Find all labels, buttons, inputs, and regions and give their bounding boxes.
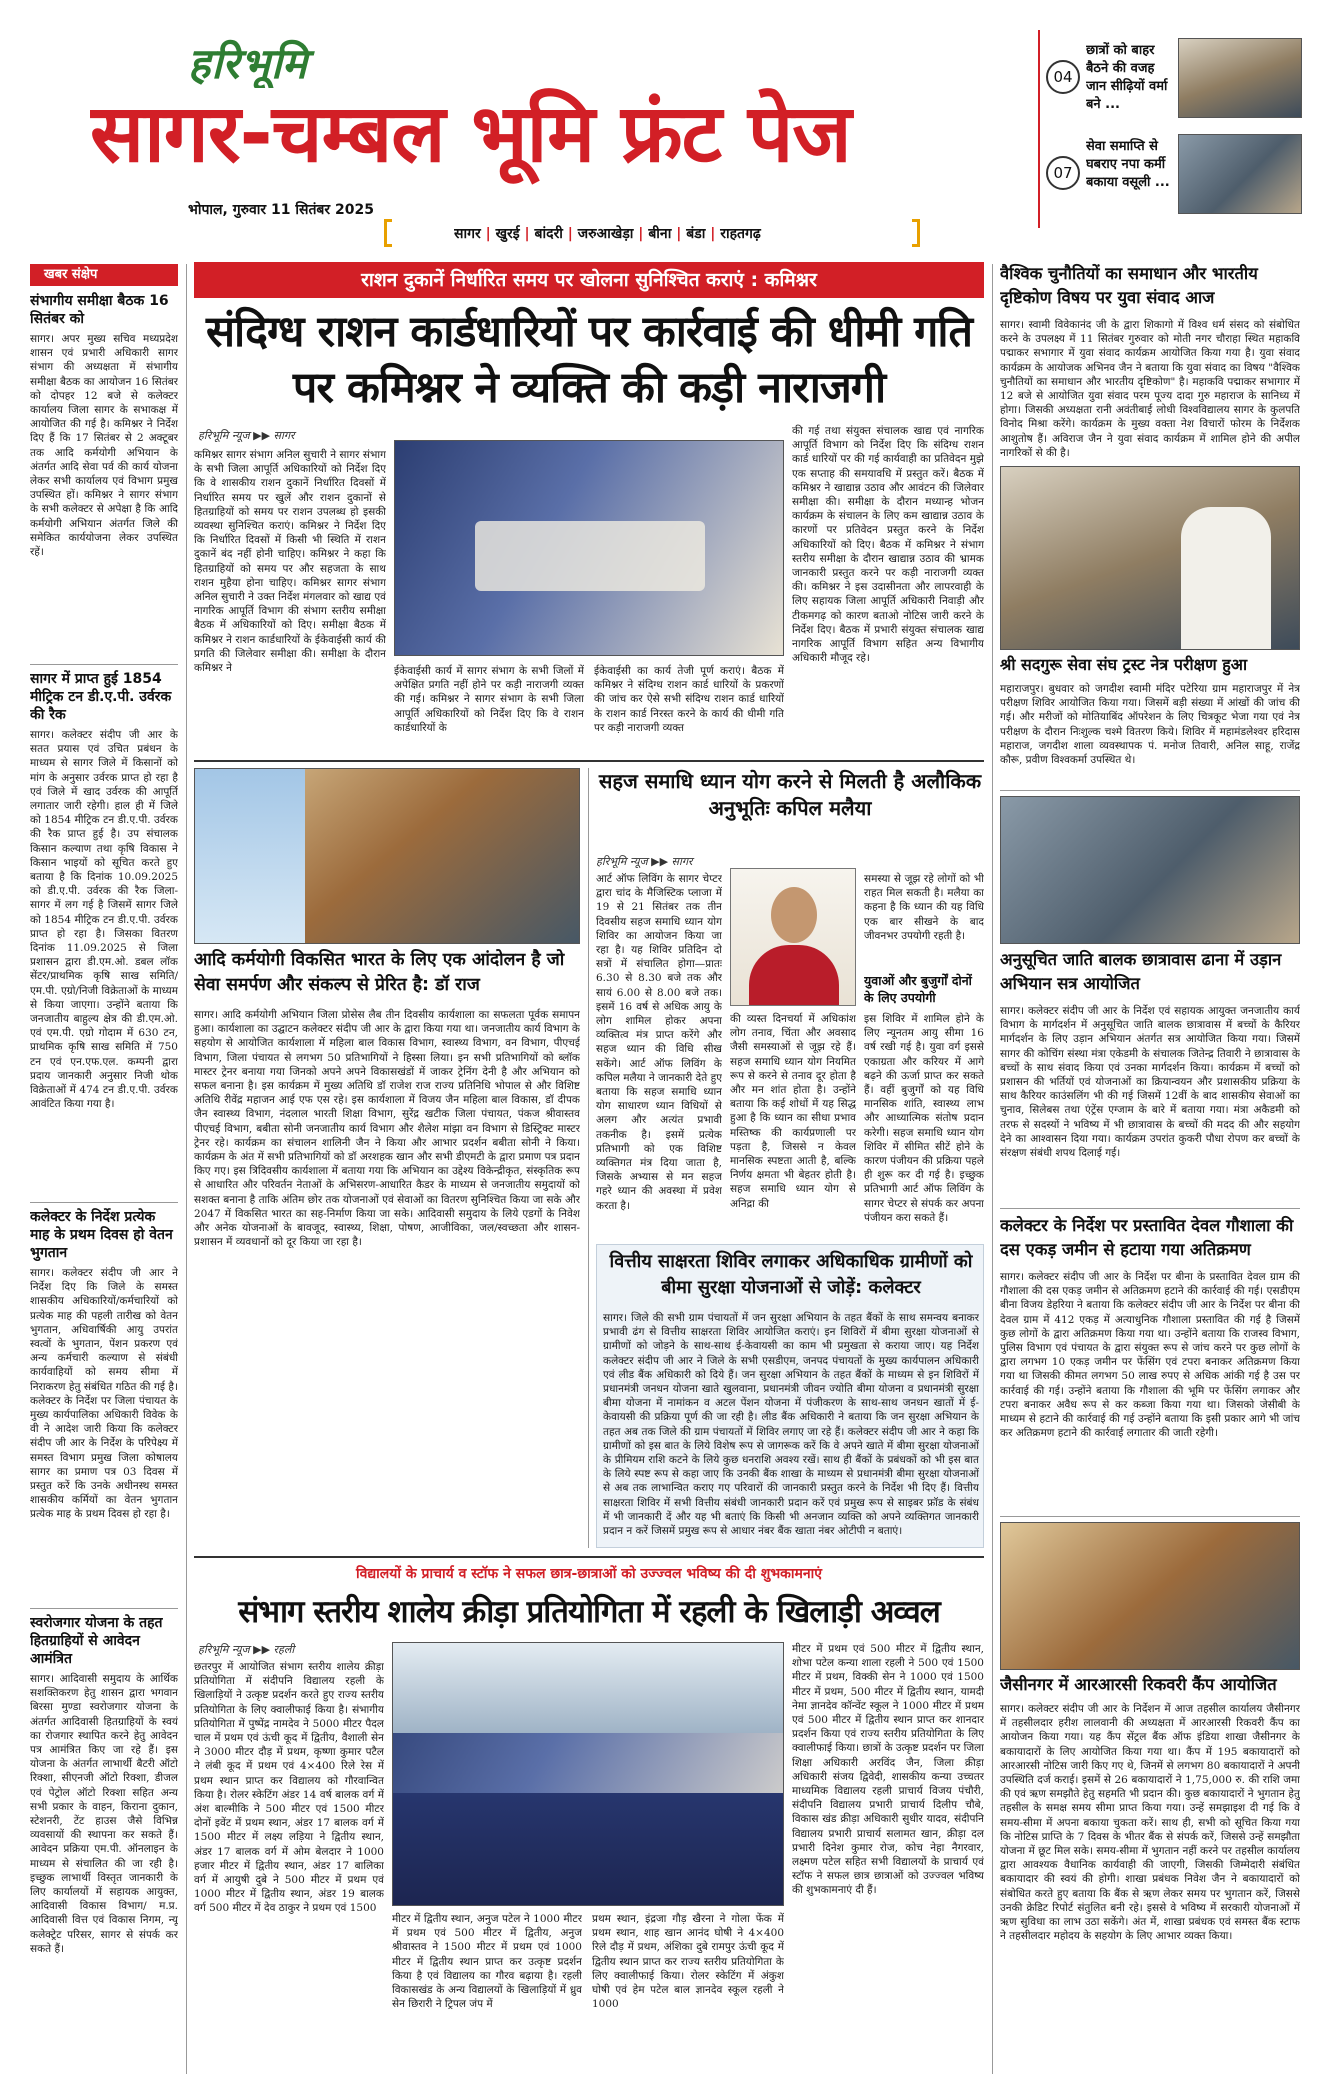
insurance-story <box>596 1244 984 1548</box>
sports-column-3: प्रथम स्थान, इंद्रजा गौड़ खैरना ने गोला फेंक में प्रथम स्थान, शाह खान आनंद घोषी ने 4×400 रिले दौड़ में प्रथम, अंशिका दुबे रामपुर ऊंची कूद में द्वितीय स्थान प्राप्त कर राज्य स्तरीय प्रतियोगिता के लिए क्वालीफाई किया। रोलर स्केटिंग में अंकुश घोषी एवं हेम पटेल बाल ज्ञानदेव स्कूल रहली ने 1000 <box>592 1913 784 2011</box>
sports-kicker: विद्यालयों के प्राचार्य व स्टॉफ ने सफल छात्र-छात्राओं को उज्ज्वल भविष्य की दी शुभकामनाएं <box>355 1566 823 1582</box>
brief-body: सागर। आदिवासी समुदाय के आर्थिक सशक्तिकरण हेतु शासन द्वारा भगवान बिरसा मुण्डा स्वरोजगार योजना के अंतर्गत आदिवासी हितग्राहियों के स्वयं का रोजगार स्थापित करने हेतु आवेदन पत्र आमंत्रित किए जा रहे हैं। इस योजना के अंतर्गत लाभार्थी बैटरी ऑटो रिक्शा, सीएनजी ऑटो रिक्शा, डीजल एवं पेट्रोल ऑटो रिक्शा सहित अन्य सभी प्रकार के वाहन, किराना दुकान, स्टेशनरी, टेंट हाउस जैसे विभिन्न व्यवसायों की स्थापना कर सकते हैं। आवेदन प्रक्रिया एम.पी. ऑनलाइन के माध्यम से संचालित की जा रही है। इच्छुक लाभार्थी विस्तृत जानकारी के लिए कार्यालयों में सहायक आयुक्त, आदिवासी विकास विभाग/ म.प्र. आदिवासी वित्त एवं विकास निगम, न्यू कलेक्ट्रेट परिसर, सागर से संपर्क कर सकते हैं। <box>30 1673 178 1955</box>
hostel-headline: अनुसूचित जाति बालक छात्रावास ढाना में उड़ान अभियान सत्र आयोजित <box>1000 950 1282 993</box>
lead-column-1: कमिश्नर सागर संभाग अनिल सुचारी ने सागर संभाग के सभी जिला आपूर्ति अधिकारियों को निर्देश दिए कि वे शासकीय राशन दुकानें निर्धारित दिवसों में निर्धारित समय पर खुलें और राशन दुकानों से हितग्राहियों को समय पर राशन उपलब्ध हो इसकी व्यवस्था सुनिश्चित कराएं। कमिश्नर ने निर्देश दिए कि निर्धारित दिवसों में किसी भी स्थिति में राशन दुकानें बंद नहीं होनी चाहिए। कमिश्नर ने कहा कि हितग्राहियों को समय पर और सहजता के साथ राशन मुहैया होना चाहिए। कमिश्नर सागर संभाग अनिल सुचारी ने उक्त निर्देश मंगलवार को खाद्य एवं नागरिक आपूर्ति विभाग की संभाग स्तरीय समीक्षा बैठक में अधिकारियों को दिए। समीक्षा बैठक में कमिश्नर ने राशन कार्डधारियों के ईकेवाईसी कार्य की प्रगति की जिलेवार समीक्षा की। समीक्षा के दौरान कमिश्नर ने <box>194 449 386 675</box>
karmayogi-headline: आदि कर्मयोगी विकसित भारत के लिए एक आंदोलन है जो सेवा समर्पण और संकल्प से प्रेरित है: डॉ राज <box>194 950 565 995</box>
right-column <box>1000 262 1300 2074</box>
city-link-banda[interactable]: बंडा <box>686 226 706 242</box>
lead-column-4: की गई तथा संयुक्त संचालक खाद्य एवं नागरिक आपूर्ति विभाग को निर्देश दिए कि संदिग्ध राशन कार्ड धारियों पर की गई कार्यवाही का प्रतिवेदन मुझे एक सप्ताह की समयावधि में प्रस्तुत करें। बैठक में कमिश्नर ने खाद्यान्न उठाव और आवंटन की जिलेवार समीक्षा की। समीक्षा के दौरान मध्यान्ह भोजन कार्यक्रम के संचालन के लिए कम खाद्यान्न उठाव के कारणों पर प्रतिवेदन प्रस्तुत करने के निर्देश अधिकारियों को दिए। बैठक में कमिश्नर ने संभाग स्तरीय समीक्षा के दौरान खाद्यान्न उठाव की भ्रामक जानकारी प्रस्तुत करने पर कड़ी नाराजगी व्यक्त की। कमिश्नर ने इस उदासीनता और लापरवाही के लिए सहायक जिला आपूर्ति अधिकारी निवाड़ी और टीकमगढ़ को कारण बताओ नोटिस जारी करने के निर्देश दिए। बैठक में प्रभारी संयुक्त संचालक खाद्य नागरिक आपूर्ति विभाग सहित अन्य विभागीय अधिकारी मौजूद रहे। <box>792 425 984 665</box>
teaser-item[interactable] <box>1046 134 1304 220</box>
meditation-headline: सहज समाधि ध्यान योग करने से मिलती है अलौकिक अनुभूतिः कपिल मलैया <box>598 769 982 820</box>
brand-logo: हरिभूमि <box>188 39 308 88</box>
sports-column-4: मीटर में प्रथम एवं 500 मीटर में द्वितीय स्थान, शोभा पटेल कन्या शाला रहली ने 500 एवं 1500 मीटर में प्रथम, विक्की सेन ने 1000 एवं 1500 मीटर में प्रथम, 500 मीटर में द्वितीय स्थान, यामदी नेमा ज्ञानदेव कॉन्वेंट स्कूल ने 1000 मीटर में प्रथम एवं 500 मीटर में द्वितीय स्थान प्राप्त कर शानदार प्रदर्शन किया एवं राज्य स्तरीय प्रतियोगिता के लिए क्वालीफाई किया। छात्रों के उत्कृष्ट प्रदर्शन पर जिला शिक्षा अधिकारी अरविंद जैन, जिला क्रीड़ा अधिकारी संजय द्विवेदी, शासकीय कन्या उच्चतर माध्यमिक विद्यालय रहली प्राचार्य विजय पंचौरी, संदीपनि विद्यालय प्रभारी प्राचार्य दिलीप चौबे, विकास खंड क्रीड़ा अधिकारी सुधीर यादव, संदीपनि विद्यालय प्रभारी प्राचार्य सलामत खान, क्रीड़ा दल प्रभारी दिनेश कुमार रोज, कोच नेहा नैगरवार, लक्ष्मण पटेल सहित सभी विद्यालयों के प्राचार्य एवं स्टॉफ ने सफल छात्र छात्राओं को उज्ज्वल भविष्य की शुभकामनाएं दी हैं। <box>792 1643 984 1897</box>
brief-item <box>30 1208 178 1602</box>
teaser-text: सेवा समाप्ति से घबराए नपा कर्मी बकाया वसूली ... <box>1086 139 1170 190</box>
brief-body: सागर। अपर मुख्य सचिव मध्यप्रदेश शासन एवं प्रभारी अधिकारी सागर संभाग की अध्यक्षता में संभागीय समीक्षा बैठक का आयोजन 16 सितंबर को दोपहर 12 बजे से कलेक्टर कार्यालय जिला सागर के सभाकक्ष में आयोजित की गई है। कमिश्नर ने निर्देश दिए हैं कि 17 सितंबर से 2 अक्टूबर तक आदि कर्मयोगी अभियान के अंतर्गत आदि सेवा पर्व की कार्य योजना लेकर सभी कार्यालय एवं विभाग प्रमुख उपस्थित हों। कमिश्नर ने सागर संभाग के सभी कलेक्टर से अपेक्षा है कि आदि कर्मयोगी अभियान अंतर्गत जिले की समेकित कार्ययोजना लेकर उपस्थित रहें। <box>30 333 178 559</box>
meditation-byline: हरिभूमि न्यूज ▶▶ सागर <box>596 855 693 868</box>
sports-column-2: मीटर में द्वितीय स्थान, अनुज पटेल ने 1000 मीटर में प्रथम एवं 500 मीटर में द्वितीय, अनुज श्रीवास्तव ने 1500 मीटर में प्रथम एवं 1000 मीटर में द्वितीय स्थान प्राप्त कर उत्कृष्ट प्रदर्शन किया है एवं विद्यालय का गौरव बढ़ाया है। रहली विकासखंड के अन्य विद्यालयों के खिलाड़ियों में ध्रुव सेन छिरारी ने ट्रिपल जंप में <box>392 1913 582 2011</box>
page-number-badge: 07 <box>1046 156 1080 190</box>
teaser-photo <box>1178 38 1302 118</box>
gaushala-headline: कलेक्टर के निर्देश पर प्रस्तावित देवल गौशाला की दस एकड़ जमीन से हटाया गया अतिक्रमण <box>1000 1216 1294 1259</box>
lead-story <box>194 262 984 750</box>
teaser-item[interactable] <box>1046 38 1304 124</box>
city-link-khurai[interactable]: खुरई <box>495 226 520 242</box>
page-title: सागर-चम्बल भूमि फ्रंट पेज <box>90 87 851 180</box>
karmayogi-story <box>194 768 580 1558</box>
lead-photo-meeting <box>394 440 784 656</box>
news-brief-column <box>30 264 178 2074</box>
page-number-badge: 04 <box>1046 60 1080 94</box>
brief-item <box>30 1614 178 2066</box>
sports-story <box>194 1562 984 2074</box>
brief-headline: स्वरोजगार योजना के तहत हितग्राहियों से आवेदन आमंत्रित <box>30 1615 163 1667</box>
lead-column-3: ईकेवाईसी का कार्य तेजी पूर्ण कराएं। बैठक में कमिश्नर ने संदिग्ध राशन कार्ड धारियों के प्रकरणों की जांच कर ऐसे सभी संदिग्ध राशन कार्ड धारियों के राशन कार्ड निरस्त करने के कार्य की धीमी गति पर कड़ी नाराजगी व्यक्त <box>594 665 784 734</box>
hostel-photo <box>1000 796 1300 944</box>
karmayogi-body: सागर। आदि कर्मयोगी अभियान जिला प्रोसेस लैब तीन दिवसीय कार्यशाला का सफलता पूर्वक समापन हुआ। कार्यशाला का उद्घाटन कलेक्टर संदीप जी आर के द्वारा किया गया था। जनजातीय कार्य विभाग के सहयोग से आयोजित कार्यशाला में महिला बाल विकास विभाग, स्वास्थ्य विभाग, वन विभाग, पीएचई विभाग, जिला पंचायत से लगभग 50 प्रतिभागियों ने हिस्सा लिया। इन सभी प्रतिभागियों को ब्लॉक मास्टर ट्रेनर बनाया गया जिनको अपने अपने विकासखंडों में जाकर ट्रेनिंग देनी है और अभियान को सफल बनाना है। इस कार्यक्रम में मुख्य अतिथि डॉ राजेश राज राज्य प्रतिनिधि भोपाल से और विशिष्ट अतिथि रीवेंद्र महाजन आई एफ एस रहे। इस कार्यशाला में विजय जैन महिला बाल विकास, डॉ दीपक जैन स्वास्थ्य विभाग, नंदलाल भारती शिक्षा विभाग, सुरेंद्र खटीक जिला पंचायत, पंकज श्रीवास्तव पीएचई विभाग, बबीता सोनी जनजातीय कार्य विभाग और शैलेश मांझा वन विभाग से डिस्ट्रिक्ट मास्टर ट्रेनर रहे। कार्यक्रम का संचालन शालिनी जैन ने किया और आभार प्रदर्शन बबीता सोनी ने किया। कार्यक्रम के अंत में सभी प्रतिभागियों को डॉ अरशहक खान और सभी डीएमटी के द्वारा प्रमाण पत्र प्रदान किए गए। इस त्रिदिवसीय कार्यशाला में बताया गया कि अभियान का उद्देश्य विकेन्द्रीकृत, संस्कृतिक रूप से आधारित और परिवर्तन नेताओं के अभिसरण-आधारित कैडर के माध्यम से जनजातीय समुदायों को सशक्त बनाना है ताकि अंतिम छोर तक योजनाओं एवं सेवाओं का वितरण सुनिश्चित किया जा सके और 2047 में विकसित भारत का सह-निर्माण किया जा सके। आदिवासी समुदाय के लिये एडगों के निवेश और अनेक योजनाओं के बावजूद, स्वास्थ्य, शिक्षा, पोषण, आजीविका, जल/स्वच्छता और शासन-प्रशासन में व्यवधानों को दूर किया जा रहा है। <box>194 1009 580 1249</box>
city-link-bina[interactable]: बीना <box>648 226 672 242</box>
brief-body: सागर। कलेक्टर संदीप जी आर के सतत प्रयास एवं उचित प्रबंधन के माध्यम से सागर जिले में किसानों को मांग के अनुसार उर्वरक प्राप्त हो रहा है एवं जिले में खाद उर्वरक की आपूर्ति लगातार जारी रहेगी। हाल ही में जिले को 1854 मीट्रिक टन डी.ए.पी. उर्वरक की रैक प्राप्त हुई है। उप संचालक किसान कल्याण तथा कृषि विकास ने किसान भाइयों को सूचित करते हुए बताया है कि दिनांक 10.09.2025 को डी.ए.पी. उर्वरक की रैक जिला-सागर में लग गई है जिसमें सागर जिले को 1854 मीट्रिक टन डी.ए.पी. उर्वरक प्राप्त हो रहा है। जिसका वितरण दिनांक 11.09.2025 से जिला प्रशासन द्वारा डी.एम.ओ. डबल लॉक सेंटर/प्राथमिक कृषि साख समिति/एम.पी. एग्रो/निजी विक्रेताओं के माध्यम से किया जाएगा। उन्होंने बताया कि जनजातीय बाहुल्य क्षेत्र की डी.एम.ओ. एवं एम.पी. एग्रो गोदाम में 630 टन, प्राथमिक कृषि साख समिति में 750 टन एवं एन.एफ.एल. कम्पनी द्वारा प्रदाय जानकारी अनुसार निजी थोक विक्रेताओं में 474 टन डी.ए.पी. उर्वरक आवंटित किया गया है। <box>30 729 178 1111</box>
eye-camp-photo <box>1000 466 1300 650</box>
eye-camp-body: महाराजपुर। बुधवार को जगदीश स्वामी मंदिर पटेरिया ग्राम महाराजपुर में नेत्र परीक्षण शिविर आयोजित किया गया। जिसमें बड़ी संख्या में आंखों की जांच की गई। और मरीजों को मोतियाबिंद ऑपरेशन के लिए चित्रकूट भेजा गया एवं नेत्र परीक्षण के दौरान निःशुल्क चश्मे वितरण किये। शिविर में महामंडलेश्वर हरिदास महाराज, जगदीश शाला व्यवस्थापक पं. मनोज तिवारी, अनिल साहू, राजेंद्र कौरू, प्रवीण विश्वकर्मा उपस्थित थे। <box>1000 683 1300 767</box>
portrait-head-icon <box>771 887 817 943</box>
meditation-column-3: समस्या से जूझ रहे लोगों को भी राहत मिल सकती है। मलैया का कहना है कि ध्यान की यह विधि एक बार सीखने के बाद जीवनभर उपयोगी रहती है। <box>864 873 984 942</box>
gaushala-body: सागर। कलेक्टर संदीप जी आर के निर्देश पर बीना के प्रस्तावित देवल ग्राम की गौशाला की दस एकड़ जमीन से अतिक्रमण हटाने की कार्रवाई की गई। एसडीएम बीना विजय डेहरिया ने बताया कि कलेक्टर संदीप जी आर के निर्देश पर बीना की देवल ग्राम में 412 एकड़ में अत्याधुनिक गौशाला प्रस्तावित की गई है जिसमें कुछ लोगों के द्वारा अतिक्रमण किया गया था। उन्होंने बताया कि राजस्व विभाग, पुलिस विभाग एवं पंचायत के द्वारा संयुक्त रूप से जांच करने पर कुछ लोगों के द्वारा लगभग 10 एकड़ जमीन पर फेंसिंग एवं टपरा बनाकर अतिक्रमण किया गया था जिसकी कीमत लगभग 50 लाख रुपए से अधिक आंकी गई है उस पर कार्रवाई की गई। उन्होंने बताया कि गौशाला की भूमि पर फेंसिंग लगाकर और टपरा बनाकर अवैध रूप से कर कब्जा किया गया था। जिसको जेसीबी के माध्यम से हटाने की कार्रवाई की गई उन्होंने बताया कि इसी प्रकार आगे भी जांच कर अतिक्रमण हटाने की कार्रवाई लगातार की जाती रहेगी। <box>1000 1271 1300 1440</box>
recovery-camp-photo <box>1000 1522 1300 1670</box>
sports-photo <box>392 1642 784 1906</box>
bracket-left-icon <box>384 219 392 247</box>
sports-byline: हरिभूमि न्यूज ▶▶ रहली <box>198 1643 295 1656</box>
youth-dialogue-body: सागर। स्वामी विवेकानंद जी के द्वारा शिकागो में विश्व धर्म संसद को संबोधित करने के उपलक्ष्य में 11 सितंबर गुरुवार को मोती नगर चौराहा स्थित महाकवि पद्माकर सभागार में युवा संवाद कार्यक्रम आयोजित किया गया है। युवा संवाद कार्यक्रम के आयोजक अभिनव जैन ने बताया कि युवा संवाद का विषय "वैश्विक चुनौतियों का समाधान और भारतीय दृष्टिकोण" है। महाकवि पद्माकर सभागार में 12 बजे से आयोजित युवा संवाद परम पूज्य दादा गुरु महाराज के सानिध्य में होगा। जिसकी अध्यक्षता रानी अवंतीबाई लोधी विश्वविद्यालय सागर के कुलपति विनोद मिश्रा करेंगे। कार्यक्रम के मुख्य वक्ता नेश विचारों फोरम के निर्देशक आशुतोष हैं। अविराज जैन ने युवा संवाद कार्यक्रम में शामिल होने की अपील नागरिकों से की है। <box>1000 319 1300 459</box>
meditation-story <box>596 768 984 1236</box>
recovery-camp-body: सागर। कलेक्टर संदीप जी आर के निर्देशन में आज तहसील कार्यालय जैसीनगर में तहसीलदार हरीश लालवानी की अध्यक्षता में आरआरसी रिकवरी कैंप का आयोजन किया गया। यह कैंप सेंट्रल बैंक ऑफ इंडिया शाखा जैसीनगर के बकायादारों के लिए आयोजित किया गया था। कैंप में 195 बकायादारों को आरआरसी नोटिस जारी किए गए थे, जिनमें से लगभग 80 बकायादारों ने अपनी उपस्थिति दर्ज कराई। इसमें से 26 बकायादारों ने 1,75,000 रु. की राशि जमा की एवं ऋण समझौते हेतु सहमति भी प्रदान की। कुछ बकायादारों ने भुगतान हेतु तहसील के समक्ष समय सीमा प्राप्त किया गया। उन्हें समझाइश दी गई कि वे समय-सीमा में अपना बकाया चुकता करें। साथ ही, सभी को सूचित किया गया कि नोटिस प्राप्ति के 7 दिवस के भीतर बैंक से संपर्क करें, जिससे उन्हें समझौता योजना में छूट मिल सके। समय-सीमा में भुगतान नहीं करने पर तहसील कार्यालय द्वारा आवश्यक वैधानिक कार्यवाही की जाएगी, जिसकी जिम्मेदारी संबंधित बकायादार की स्वयं की होगी। शाखा प्रबंधक निवेश जैन ने बकायादारों को संबोधित करते हुए बताया कि बैंक से ऋण लेकर समय पर भुगतान करें, जिससे उनकी क्रेडिट रिपोर्ट संतुलित बनी रहे। इससे वे भविष्य में सरकारी योजनाओं में ऋण सुविधा का लाभ उठा सकेंगे। अंत में, शाखा प्रबंधक एवं समस्त बैंक स्टाफ ने तहसीलदार महोदय के सहयोग के लिए आभार व्यक्त किया। <box>1000 1703 1300 1943</box>
city-strip <box>384 219 924 249</box>
insurance-body: सागर। जिले की सभी ग्राम पंचायतों में जन सुरक्षा अभियान के तहत बैंकों के साथ समन्वय बनाकर प्रभावी ढंग से वित्तीय साक्षरता शिविर आयोजित कराएं। इन शिविरों में बीमा सुरक्षा योजनाओं से ग्रामीणों को जोड़ने के साथ-साथ ई-केवायसी का काम भी प्रमुखता से कराया जाए। यह निर्देश कलेक्टर संदीप जी आर ने जिले के सभी एसडीएम, जनपद पंचायतों के मुख्य कार्यपालन अधिकारी एवं लीड बैंक अधिकारी को दिये हैं। जन सुरक्षा अभियान के तहत बैंकों के माध्यम से इन शिविरों में प्रधानमंत्री जनधन योजना खाते खुलवाना, प्रधानमंत्री जीवन ज्योति बीमा योजना व प्रधानमंत्री सुरक्षा बीमा योजना में नामांकन व अटल पेंशन योजना में पंजीकरण के साथ-साथ जनधन खातों में ई-केवायसी की प्रक्रिया पूर्ण की जा रही है। लीड बैंक अधिकारी ने बताया कि जन सुरक्षा अभियान के तहत अब तक जिले की ग्राम पंचायतों में शिविर लगाए जा रहे हैं। कलेक्टर संदीप जी आर ने कहा कि ग्रामीणों को इस बात के लिये विशेष रूप से जागरूक करें कि वे अपने खाते में बीमा सुरक्षा योजनाओं के प्रीमियम राशि कटने के लिये कुछ धनराशि अवश्य रखें। साथ ही बैंकों के प्रबंधकों को भी इस बात के लिये स्पष्ट रूप से कहा जाए कि उनकी बैंक शाखा के माध्यम से प्रधानमंत्री बीमा सुरक्षा योजनाओं से अब तक लाभान्वित कराए गए परिवारों की जानकारी प्रस्तुत करने के निर्देश भी दिए हैं। वित्तीय साक्षरता शिविर में सभी वित्तीय संबंधी जानकारी प्रदान करें एवं प्रमुख रूप से साइबर फ्रॉड के संबंध में भी जानकारी दें और यह भी बताएं कि किसी भी अनजान व्यक्ति को अपने व्यक्तिगत जानकारी प्रदान न करें जिसमें प्रमुख रूप से आधार नंबर बैंक खाता नंबर ओटीपी न बताएं। <box>603 1312 979 1538</box>
brief-label: खबर संक्षेप <box>30 264 178 286</box>
youth-dialogue-headline: वैश्विक चुनौतियों का समाधान और भारतीय दृष्टिकोण विषय पर युवा संवाद आज <box>1000 264 1258 307</box>
meditation-column-3b: इस शिविर में शामिल होने के लिए न्यूनतम आयु सीमा 16 वर्ष रखी गई है। युवा वर्ग इससे एकाग्रता और करियर में आगे बढ़ने की ऊर्जा प्राप्त कर सकते हैं। वहीं बुजुर्गों को यह विधि मानसिक शांति, स्वास्थ्य लाभ और आध्यात्मिक संतोष प्रदान करेगी। सहज समाधि ध्यान योग शिविर में सीमित सीटें होने के कारण पंजीयन की प्रक्रिया पहले ही शुरू कर दी गई है। इच्छुक प्रतिभागी आर्ट ऑफ लिविंग के सागर चेप्टर से संपर्क कर अपना पंजीयन करा सकते हैं। <box>864 1013 984 1224</box>
bracket-right-icon <box>912 219 920 247</box>
brief-headline: संभागीय समीक्षा बैठक 16 सितंबर को <box>30 293 169 327</box>
teaser-text: छात्रों को बाहर बैठने की वजह जान सीढ़ियों वर्मा बने ... <box>1086 43 1168 112</box>
sports-headline: संभाग स्तरीय शालेय क्रीड़ा प्रतियोगिता में रहली के खिलाड़ी अव्वल <box>238 1594 940 1630</box>
dateline: भोपाल, गुरुवार 11 सितंबर 2025 <box>188 202 374 218</box>
lead-headline: संदिग्ध राशन कार्डधारियों पर कार्रवाई की धीमी गति पर कमिश्नर ने व्यक्ति की कड़ी नाराजगी <box>205 307 973 413</box>
teaser-box <box>1038 30 1306 228</box>
city-list: सागर | खुरई | बांदरी | जरुआखेड़ा | बीना | बंडा | राहतगढ़ <box>454 226 761 242</box>
sports-column-1: छतरपुर में आयोजित संभाग स्तरीय शालेय क्रीड़ा प्रतियोगिता में संदीपनि विद्यालय रहली के खिलाड़ियों ने उत्कृष्ट प्रदर्शन करते हुए राज्य स्तरीय प्रतियोगिता के लिए क्वालीफाई किया है। संभागीय प्रतियोगिता में पुष्पेंद्र नामदेव ने 5000 मीटर पैदल चाल में प्रथम एवं ऊंची कूद में द्वितीय, वैशाली सेन ने 3000 मीटर दौड़ में प्रथम, कृष्णा कुमार पटैल ने लंबी कूद में प्रथम एवं 4×400 रिले रेस में प्रथम स्थान प्राप्त कर विद्यालय को गौरवान्वित किया है। रोलर स्केटिंग अंडर 14 वर्ष बालक वर्ग में अंश बाल्मीकि ने 500 मीटर एवं 1500 मीटर दोनों इवेंट में प्रथम स्थान, अंडर 17 बालक वर्ग में 1500 मीटर में लक्ष्य लड़िया ने द्वितीय स्थान, अंडर 17 बालक वर्ग में ओम बेलदार ने 1000 हजार मीटर में द्वितीय स्थान, अंडर 17 बालिका वर्ग में आयुषी दुबे ने 500 मीटर में प्रथम एवं 1000 मीटर में द्वितीय स्थान, अंडर 19 बालक वर्ग 500 मीटर में देव ठाकुर ने प्रथम एवं 1500 <box>194 1661 384 1915</box>
meditation-column-1: आर्ट ऑफ लिविंग के सागर चेप्टर द्वारा चांद के मैजिस्टिक प्लाजा में 19 से 21 सितंबर तक तीन दिवसीय सहज समाधि ध्यान योग शिविर का आयोजन किया जा रहा है। यह शिविर प्रतिदिन दो सत्रों में संचालित होगा—प्रातः 6.30 से 8.30 बजे तक और सायं 6.00 से 8.00 बजे तक। इसमें 16 वर्ष से अधिक आयु के लोग शामिल होकर अपना व्यक्तित्व मंत्र प्राप्त करेंगे और सहज ध्यान की विधि सीख सकेंगे। आर्ट ऑफ लिविंग के कपिल मलैया ने जानकारी देते हुए बताया कि सहज समाधि ध्यान योग साधारण ध्यान विधियों से अलग और अत्यंत प्रभावी तकनीक है। इसमें प्रत्येक प्रतिभागी को एक विशिष्ट व्यक्तिगत मंत्र दिया जाता है, जिसके अभ्यास से मन सहज गहरे ध्यान की अवस्था में प्रवेश करता है। <box>596 873 722 1212</box>
brief-headline: सागर में प्राप्त हुई 1854 मीट्रिक टन डी.ए.पी. उर्वरक की रैक <box>30 671 172 723</box>
meditation-column-2: की व्यस्त दिनचर्या में अधिकांश लोग तनाव, चिंता और अवसाद जैसी समस्याओं से जूझ रहे हैं। सहज समाधि ध्यान योग नियमित रूप से करने से तनाव दूर होता है और मन शांत होता है। उन्होंने बताया कि कई शोधों में यह सिद्ध हुआ है कि ध्यान का सीधा प्रभाव मस्तिष्क की कार्यप्रणाली पर पड़ता है, जिससे न केवल मानसिक स्पष्टता आती है, बल्कि निर्णय क्षमता भी बेहतर होती है। सहज समाधि ध्यान योग से अनिद्रा की <box>730 1013 856 1210</box>
lead-column-2: ईकेवाईसी कार्य में सागर संभाग के सभी जिलों में अपेक्षित प्रगति नहीं होने पर कड़ी नाराजगी व्यक्त की गई। कमिश्नर ने सागर संभाग के सभी जिला आपूर्ति अधिकारियों को निर्देश दिए कि वे राशन कार्डधारियों के <box>394 665 584 734</box>
brief-headline: कलेक्टर के निर्देश प्रत्येक माह के प्रथम दिवस हो वेतन भुगतान <box>30 1209 173 1261</box>
lead-kicker: राशन दुकानें निर्धारित समय पर खोलना सुनिश्चित कराएं : कमिश्नर <box>194 262 984 298</box>
city-link-jaruakheda[interactable]: जरुआखेड़ा <box>577 226 634 242</box>
karmayogi-photo <box>194 768 580 944</box>
masthead <box>0 0 1328 255</box>
brief-item <box>30 670 178 1196</box>
brief-body: सागर। कलेक्टर संदीप जी आर ने निर्देश दिए कि जिले के समस्त शासकीय अधिकारियों/कर्मचारियों को प्रत्येक माह की पहली तारीख को वेतन भुगतान, अधिवार्षिकी आयु उपरांत स्वत्वों के भुगतान, पेंशन प्रकरण एवं अन्य कर्मचारी कल्याण से संबंधी कार्यवाहियों को समय सीमा में निराकरण हेतु संबंधित गठित की गई है। कलेक्टर के निर्देश पर जिला पंचायत के मुख्य कार्यपालिका अधिकारी विवेक के वी ने आदेश जारी किया कि कलेक्टर संदीप जी आर के निर्देश के परिपेक्ष्य में समस्त विभाग प्रमुख जिला कोषालय सागर का प्रमाण पत्र 03 दिवस में प्रस्तुत करें कि उनके अधीनस्थ समस्त शासकीय कर्मियों का वेतन भुगतान प्रत्येक माह के प्रथम दिवस हो रहा है। <box>30 1267 178 1521</box>
city-link-bandri[interactable]: बांदरी <box>534 226 563 242</box>
lead-byline: हरिभूमि न्यूज ▶▶ सागर <box>198 429 295 442</box>
brief-item <box>30 292 178 658</box>
meditation-portrait <box>730 868 856 1006</box>
portrait-body-icon <box>749 945 839 1006</box>
city-link-rahatgarh[interactable]: राहतगढ़ <box>720 226 761 242</box>
hostel-body: सागर। कलेक्टर संदीप जी आर के निर्देश एवं सहायक आयुक्त जनजातीय कार्य विभाग के मार्गदर्शन में अनुसूचित जाति बालक छात्रावास में बच्चों के कैरियर मार्गदर्शन के लिए उड़ान अभियान अंतर्गत सत्र आयोजित किया गया। जिसमें सागर की कोचिंग संस्था मंत्रा एकेडमी के संचालक जितेन्द्र तिवारी ने छात्रावास के बच्चों के साथ संवाद किया एवं उनका मार्गदर्शन किया। कार्यक्रम में बच्चों को प्रशासन की भर्तियों एवं योजनाओं का क्रियान्वयन और प्रशासकीय प्रक्रिया के साथ कैरियर काउंसलिंग भी की गई जिसमें 12वीं के बाद शासकीय सेवाओं का चुनाव, सिलेबस तथा एंट्रेंस एग्जाम के बारे में बताया गया। मंत्रा अकैडमी को तरफ से सदस्यों ने भविष्य में भी छात्रावास के बच्चों की मदद की और सहयोग देने का आश्वासन दिया गया। कार्यक्रम उपरांत कुकरी पौधा रोपण कर बच्चों के संरक्षण संबंधी शपथ दिलाई गई। <box>1000 1005 1300 1160</box>
eye-camp-headline: श्री सदगुरू सेवा संघ ट्रस्ट नेत्र परीक्षण हुआ <box>1000 655 1248 674</box>
recovery-camp-headline: जैसीनगर में आरआरसी रिकवरी कैंप आयोजित <box>1000 1675 1277 1694</box>
meditation-subhead: युवाओं और बुजुर्गों दोनों के लिए उपयोगी <box>864 973 972 1005</box>
city-link-sagar[interactable]: सागर <box>454 226 481 242</box>
insurance-headline: वित्तीय साक्षरता शिविर लगाकर अधिकाधिक ग्रामीणों को बीमा सुरक्षा योजनाओं से जोड़ें: कलेक्टर <box>609 1251 973 1298</box>
teaser-photo <box>1178 134 1302 214</box>
